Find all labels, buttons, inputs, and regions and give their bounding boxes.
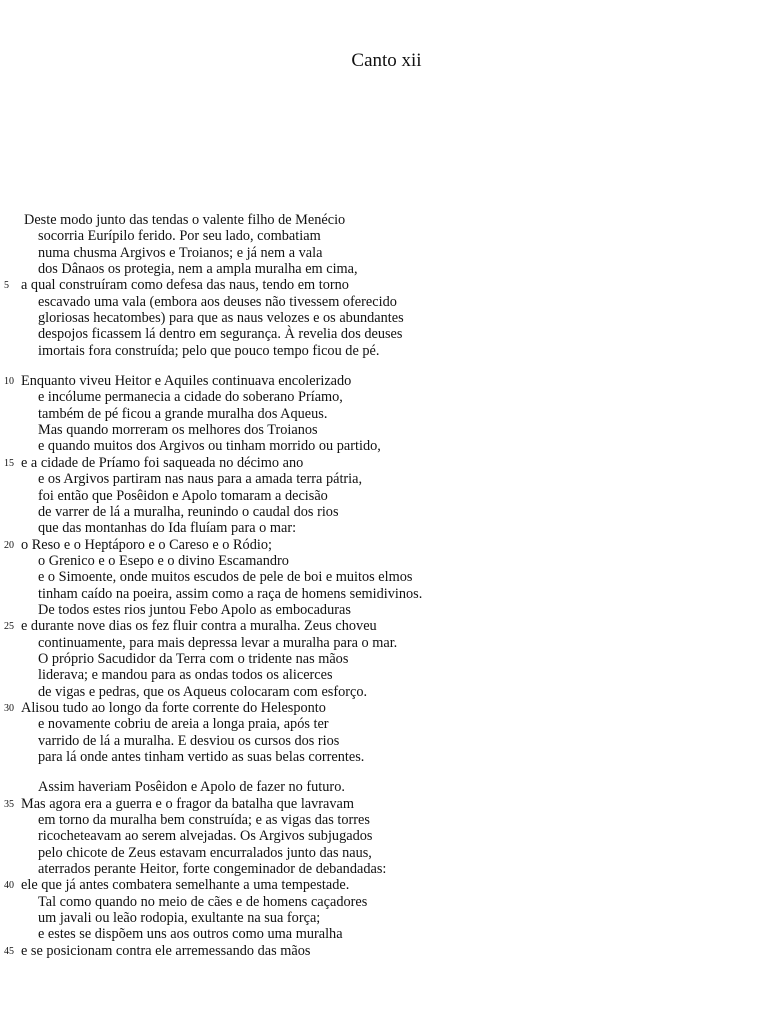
verse-text: ricocheteavam ao serem alvejadas. Os Argivos subjugados (38, 828, 373, 845)
verse-line (0, 520, 768, 536)
verse-line (0, 779, 768, 795)
verse-text: e se posicionam contra ele arremessando das mãos (21, 942, 311, 959)
verse-text: um javali ou leão rodopia, exultante na sua força; (38, 910, 321, 927)
verse-line (0, 471, 768, 487)
verse-line (0, 310, 768, 326)
verse-line (0, 586, 768, 602)
verse-text: Alisou tudo ao longo da forte corrente do Helesponto (21, 699, 326, 716)
stanza-gap (0, 359, 768, 373)
verse-line (0, 373, 768, 389)
verse-text: gloriosas hecatombes) para que as naus velozes e os abundantes (38, 310, 404, 327)
verse-line (0, 343, 768, 359)
verse-text: e o Simoente, onde muitos escudos de pele de boi e muitos elmos (38, 569, 413, 586)
verse-line (0, 828, 768, 844)
verse-text: continuamente, para mais depressa levar a muralha para o mar. (38, 634, 398, 651)
verse-text: e novamente cobriu de areia a longa praia, após ter (38, 716, 329, 733)
chapter-title: Canto xii (351, 50, 422, 71)
verse-line (0, 212, 768, 228)
verse-text: em torno da muralha bem construída; e as vigas das torres (38, 812, 370, 829)
verse-text: imortais fora construída; pelo que pouco tempo ficou de pé. (38, 342, 380, 359)
verse-text: dos Dânaos os protegia, nem a ampla muralha em cima, (38, 261, 358, 278)
verse-text: numa chusma Argivos e Troianos; e já nem a vala (38, 244, 323, 261)
verse-text: escavado uma vala (embora aos deuses não tivessem oferecido (38, 293, 397, 310)
verse-text: e a cidade de Príamo foi saqueada no décimo ano (21, 454, 304, 471)
verse-line (0, 651, 768, 667)
verse-text: Tal como quando no meio de cães e de homens caçadores (38, 893, 368, 910)
verse-line (0, 326, 768, 342)
stanza-gap (0, 765, 768, 779)
verse-text: a qual construíram como defesa das naus, tendo em torno (21, 277, 349, 294)
verse-line (0, 796, 768, 812)
verse-line (0, 733, 768, 749)
verse-text: ele que já antes combatera semelhante a uma tempestade. (21, 877, 350, 894)
verse-text: aterrados perante Heitor, forte congeminador de debandadas: (38, 861, 387, 878)
verse-line (0, 618, 768, 634)
verse-text: o Reso e o Heptáporo e o Careso e o Ródio; (21, 536, 272, 553)
verse-text: o Grenico e o Esepo e o divino Escamandro (38, 552, 289, 569)
verse-line (0, 569, 768, 585)
verse-text: liderava; e mandou para as ondas todos os alicerces (38, 667, 333, 684)
line-number: 20 (4, 539, 14, 551)
verse-line (0, 406, 768, 422)
verse-text: e incólume permanecia a cidade do soberano Príamo, (38, 389, 343, 406)
verse-line (0, 537, 768, 553)
verse-line (0, 926, 768, 942)
verse-text: O próprio Sacudidor da Terra com o tridente nas mãos (38, 650, 349, 667)
verse-line (0, 245, 768, 261)
verse-line (0, 504, 768, 520)
verse-line (0, 894, 768, 910)
verse-line (0, 700, 768, 716)
verse-text: socorria Eurípilo ferido. Por seu lado, combatiam (38, 228, 321, 245)
verse-line (0, 602, 768, 618)
verse-line (0, 389, 768, 405)
line-number: 30 (4, 702, 14, 714)
verse-line (0, 716, 768, 732)
verse-text: tinham caído na poeira, assim como a raça de homens semidivinos. (38, 585, 423, 602)
verse-text: Deste modo junto das tendas o valente filho de Menécio (24, 212, 346, 228)
verse-text: Assim haveriam Posêidon e Apolo de fazer no futuro. (38, 779, 345, 796)
verse-text: também de pé ficou a grande muralha dos Aqueus. (38, 405, 328, 422)
verse-text: pelo chicote de Zeus estavam encurralados junto das naus, (38, 844, 372, 861)
verse-text: que das montanhas do Ida fluíam para o mar: (38, 520, 297, 537)
verse-block (0, 212, 768, 959)
verse-line (0, 861, 768, 877)
verse-text: foi então que Posêidon e Apolo tomaram a decisão (38, 487, 328, 504)
line-number: 25 (4, 621, 14, 633)
verse-text: Enquanto viveu Heitor e Aquiles continuava encolerizado (21, 373, 352, 390)
verse-text: e estes se dispõem uns aos outros como uma muralha (38, 926, 343, 943)
verse-line (0, 553, 768, 569)
verse-text: De todos estes rios juntou Febo Apolo as embocaduras (38, 601, 351, 618)
verse-text: despojos ficassem lá dentro em segurança. À revelia dos deuses (38, 326, 403, 343)
verse-text: de vigas e pedras, que os Aqueus colocaram com esforço. (38, 683, 368, 700)
line-number: 40 (4, 880, 14, 892)
verse-line (0, 438, 768, 454)
verse-line (0, 667, 768, 683)
verse-line (0, 943, 768, 959)
line-number: 5 (4, 280, 9, 292)
verse-line (0, 635, 768, 651)
verse-line (0, 910, 768, 926)
verse-line (0, 877, 768, 893)
verse-text: Mas agora era a guerra e o fragor da batalha que lavravam (21, 795, 355, 812)
line-number: 45 (4, 945, 14, 957)
verse-text: e os Argivos partiram nas naus para a amada terra pátria, (38, 471, 363, 488)
verse-text: varrido de lá a muralha. E desviou os cursos dos rios (38, 732, 340, 749)
verse-text: de varrer de lá a muralha, reunindo o caudal dos rios (38, 503, 339, 520)
verse-line (0, 845, 768, 861)
verse-text: Mas quando morreram os melhores dos Troianos (38, 422, 318, 439)
verse-line (0, 277, 768, 293)
verse-text: e quando muitos dos Argivos ou tinham morrido ou partido, (38, 438, 381, 455)
verse-line (0, 749, 768, 765)
verse-line (0, 455, 768, 471)
verse-line (0, 684, 768, 700)
line-number: 35 (4, 798, 14, 810)
verse-line (0, 261, 768, 277)
verse-text: para lá onde antes tinham vertido as suas belas correntes. (38, 749, 365, 765)
line-number: 15 (4, 457, 14, 469)
verse-line (0, 488, 768, 504)
verse-line (0, 294, 768, 310)
verse-line (0, 812, 768, 828)
line-number: 10 (4, 376, 14, 388)
verse-line (0, 422, 768, 438)
verse-line (0, 228, 768, 244)
verse-text: e durante nove dias os fez fluir contra a muralha. Zeus choveu (21, 618, 377, 635)
